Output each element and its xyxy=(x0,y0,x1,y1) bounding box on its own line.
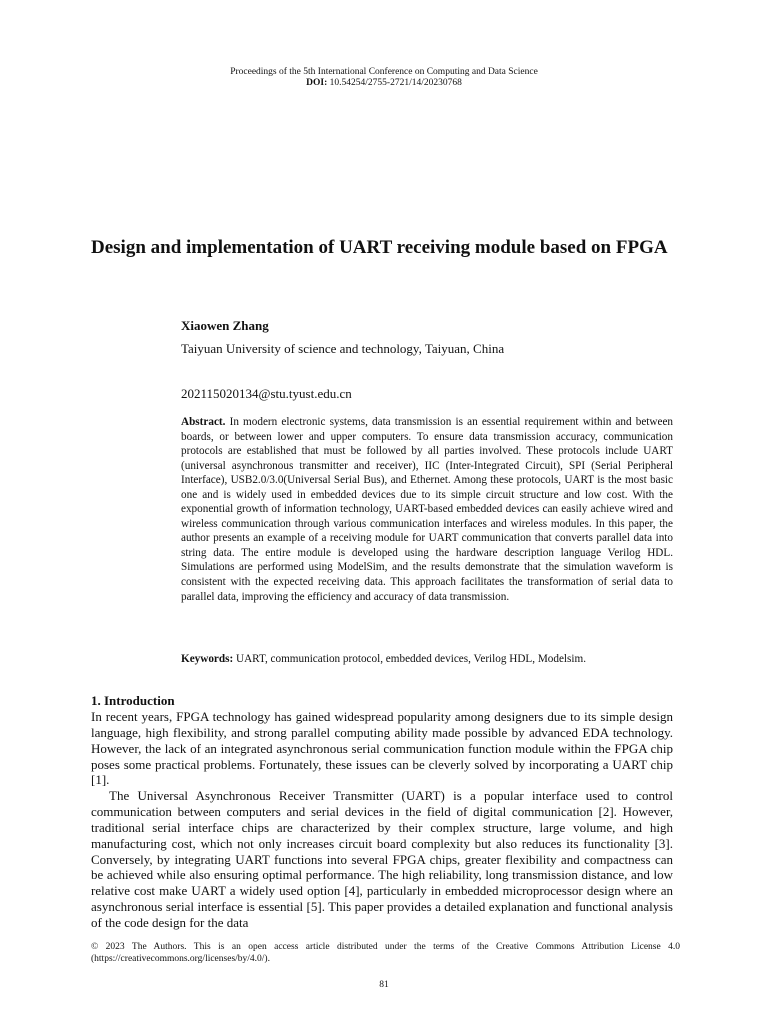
proceedings-header: Proceedings of the 5th International Conference on Computing and Data Science xyxy=(230,67,538,77)
section-heading: 1. Introduction xyxy=(91,693,175,708)
keywords-text: UART, communication protocol, embedded devices, Verilog HDL, Modelsim. xyxy=(236,653,587,665)
doi-line xyxy=(0,78,768,89)
abstract-text: In modern electronic systems, data transmission is an essential requirement within and between boards, or between lower and upper computers. To ensure data transmission accuracy, communication protocols are established that must be followed by all parties involved. These protocols include UART (universal asynchronous transmitter and receiver), IIC (Inter-Integrated Circuit), SPI (Serial Peripheral Interface), USB2.0/3.0(Universal Serial Bus), and Ethernet. Among these protocols, UART is the most basic one and is widely used in embedded devices due to its simple circuit structure and low cost. With the exponential growth of information technology, UART-based embedded devices can easily achieve wired and wireless communication through various communication interfaces and wireless modules. In this paper, the author presents an example of a receiving module for UART communication that converts parallel data into string data. The entire module is developed using the hardware description language Verilog HDL. Simulations are performed using ModelSim, and the results demonstrate that the simulation waveform is consistent with the expected receiving data. This approach facilitates the transformation of serial data to parallel data, improving the efficiency and accuracy of data transmission. xyxy=(181,416,674,603)
author-email[interactable]: 202115020134@stu.tyust.edu.cn xyxy=(181,386,352,401)
keywords xyxy=(181,653,681,665)
section-body xyxy=(91,709,673,931)
license-footnote: © 2023 The Authors. This is an open access article distributed under the terms of the Creative Commons Attribution License 4.0 (https://creativecommons.org/licenses/by/4.0/). xyxy=(91,942,680,964)
page-number: 81 xyxy=(379,980,389,990)
doi-label: DOI: xyxy=(306,78,328,88)
abstract-label: Abstract. xyxy=(181,416,226,428)
abstract xyxy=(181,415,673,604)
paper-title: Design and implementation of UART receiving module based on FPGA xyxy=(91,237,668,258)
author-affiliation: Taiyuan University of science and technology, Taiyuan, China xyxy=(181,341,505,356)
paragraph: In recent years, FPGA technology has gained widespread popularity among designers due to its simple design language, high flexibility, and strong parallel computing ability made possible by advanced EDA technology. However, the lack of an integrated asynchronous serial communication function module within the FPGA chip poses some practical problems. Fortunately, these issues can be cleverly solved by incorporating a UART chip [1]. xyxy=(91,709,673,788)
author-name: Xiaowen Zhang xyxy=(181,318,269,333)
keywords-label: Keywords: xyxy=(181,653,234,665)
doi-value[interactable]: 10.54254/2755-2721/14/20230768 xyxy=(329,78,462,88)
paragraph: The Universal Asynchronous Receiver Transmitter (UART) is a popular interface used to control communication between computers and serial devices in the field of digital communication [2]. However, traditional serial interface chips are characterized by their complex structure, large volume, and high manufacturing cost, which not only increases circuit board complexity but also reduces its functionality [3]. Conversely, by integrating UART functions into several FPGA chips, greater flexibility and compactness can be achieved while also ensuring optimal performance. The high reliability, long transmission distance, and low relative cost make UART a widely used option [4], particularly in embedded microprocessor design where an asynchronous serial interface is essential [5]. This paper provides a detailed explanation and functional analysis of the code design for the data xyxy=(91,788,673,930)
